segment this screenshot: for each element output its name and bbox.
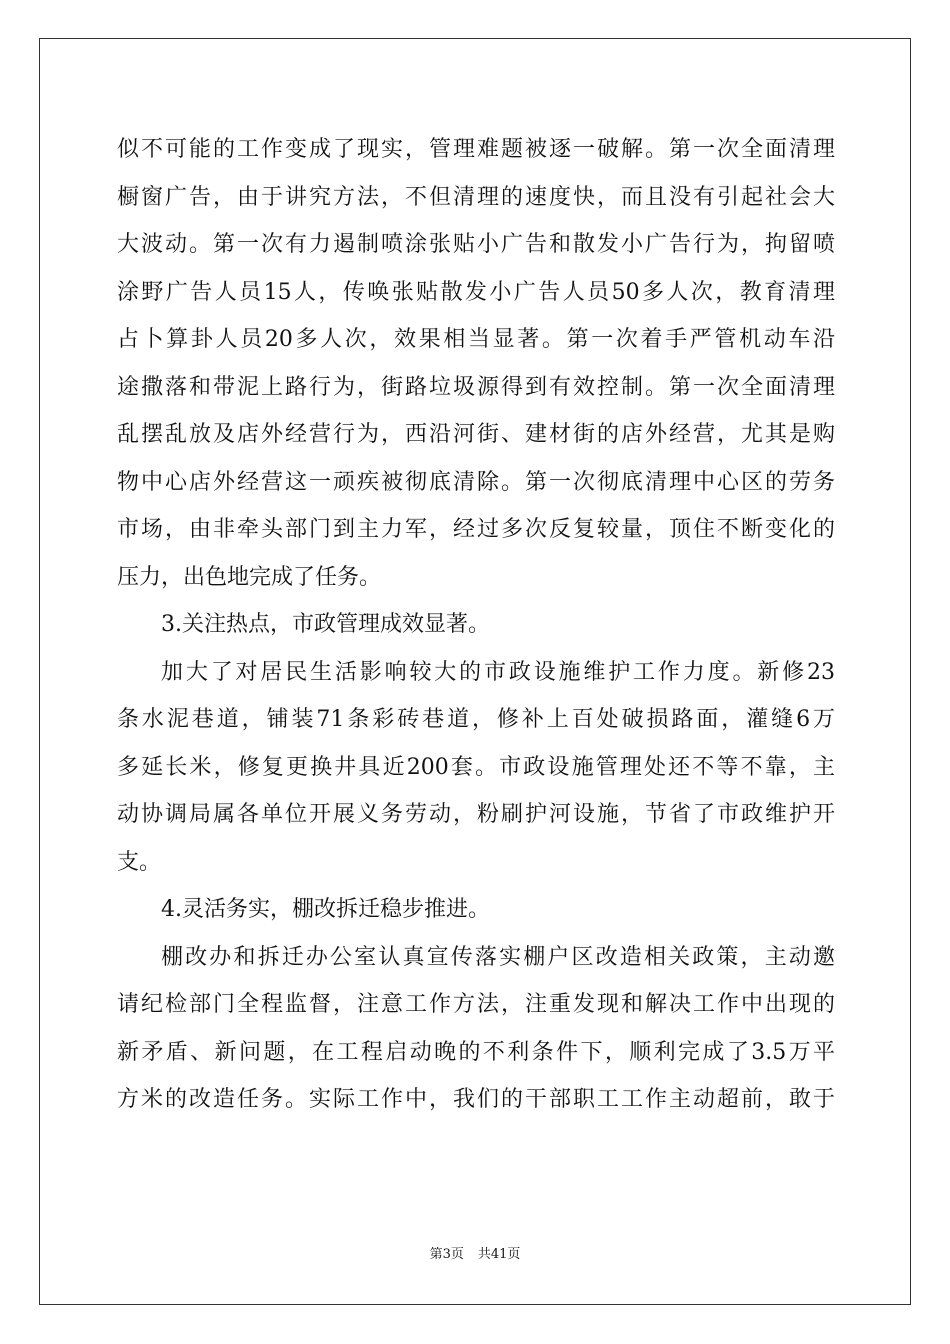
text-line: 3.关注热点，市政管理成效显著。 [161,612,490,637]
text-line: 涂野广告人员15人，传唤张贴散发小广告人员50多人次，教育清理 [117,279,835,305]
text-line: 4.灵活务实，棚改拆迁稳步推进。 [161,897,490,922]
text-line: 大波动。第一次有力遏制喷涂张贴小广告和散发小广告行为，拘留喷 [117,232,835,257]
text-line: 占卜算卦人员20多人次，效果相当显著。第一次着手严管机动车沿 [117,327,835,352]
text-line: 压力，出色地完成了任务。 [117,564,382,590]
total-pages: 共41页 [477,1247,521,1262]
text-line: 支。 [117,849,162,875]
text-line: 加大了对居民生活影响较大的市政设施维护工作力度。新修23 [161,659,835,685]
text-line: 条水泥巷道，铺装71条彩砖巷道，修补上百处破损路面，灌缝6万 [117,707,835,732]
text-line: 多延长米，修复更换井具近200套。市政设施管理处还不等不靠，主 [117,754,835,780]
text-line: 动协调局属各单位开展义务劳动，粉刷护河设施，节省了市政维护开 [117,802,835,827]
text-line: 橱窗广告，由于讲究方法，不但清理的速度快，而且没有引起社会大 [117,184,835,210]
text-line: 物中心店外经营这一顽疾被彻底清除。第一次彻底清理中心区的劳务 [117,469,835,495]
text-line: 乱摆乱放及店外经营行为，西沿河街、建材街的店外经营，尤其是购 [117,422,835,447]
page-footer [0,1245,950,1265]
text-line: 请纪检部门全程监督，注意工作方法，注重发现和解决工作中出现的 [117,992,835,1017]
text-line: 市场，由非牵头部门到主力军，经过多次反复较量，顶住不断变化的 [117,517,835,542]
text-line: 方米的改造任务。实际工作中，我们的干部职工工作主动超前，敢于 [117,1087,835,1112]
page-number: 第3页 [429,1247,464,1262]
text-line: 途撒落和带泥上路行为，街路垃圾源得到有效控制。第一次全面清理 [117,374,835,400]
document-body [117,126,835,1124]
text-line: 似不可能的工作变成了现实，管理难题被逐一破解。第一次全面清理 [117,137,835,162]
text-line: 新矛盾、新问题，在工程启动晚的不利条件下，顺利完成了3.5万平 [117,1039,835,1065]
text-line: 棚改办和拆迁办公室认真宣传落实棚户区改造相关政策，主动邀 [161,944,835,970]
